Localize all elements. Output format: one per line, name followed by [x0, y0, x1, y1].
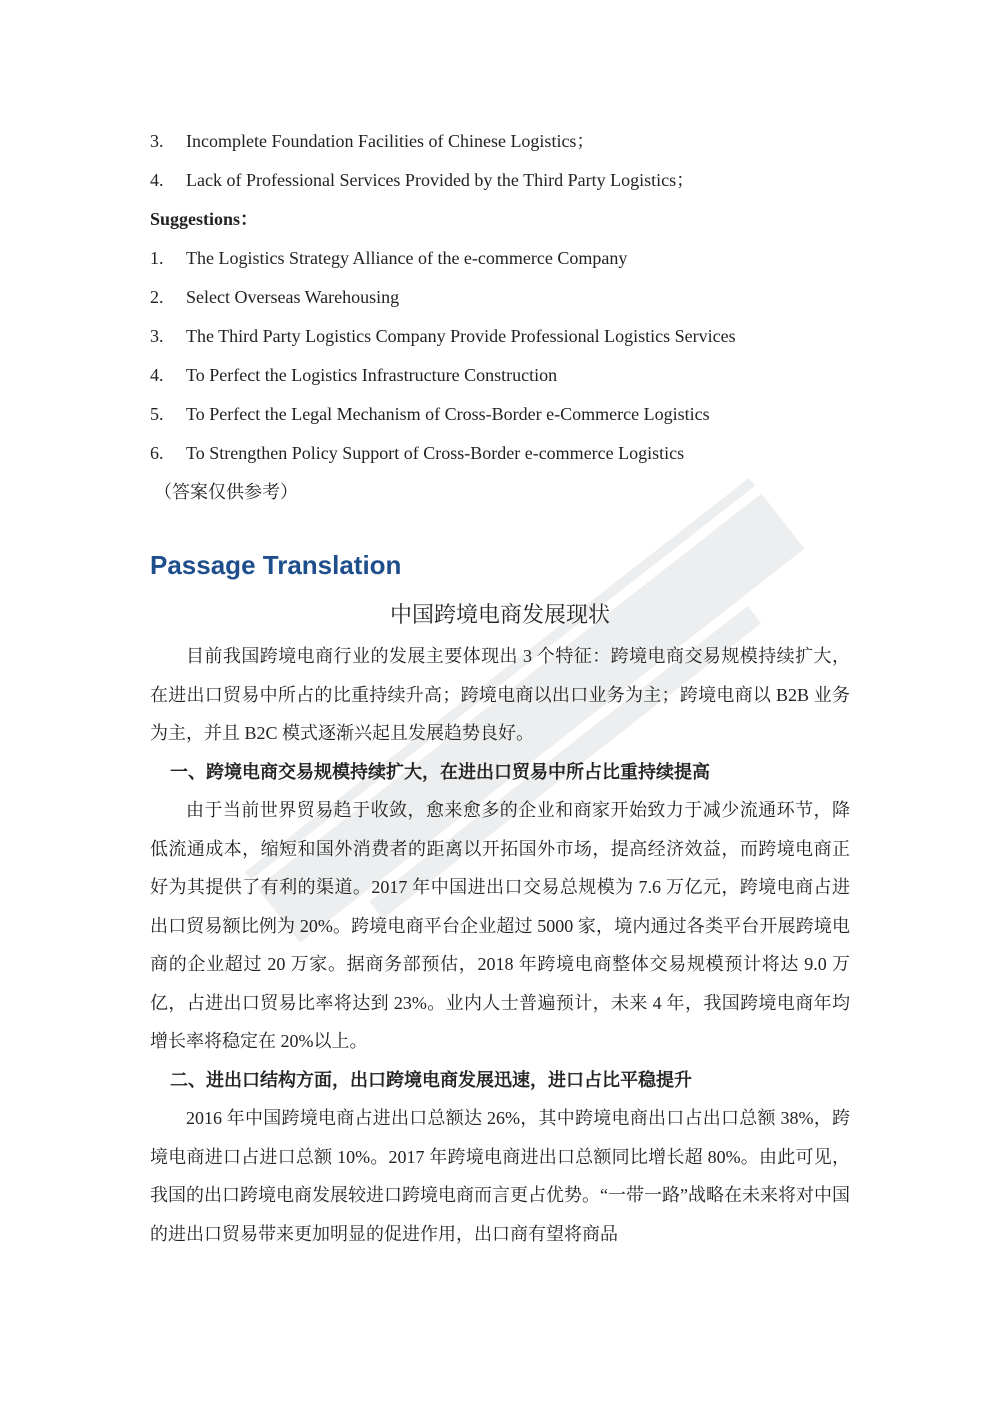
item-text: Select Overseas Warehousing — [186, 287, 400, 307]
problem-item — [150, 122, 850, 161]
suggestion-item — [150, 356, 850, 395]
item-text: Lack of Professional Services Provided by the Third Party Logistics； — [186, 170, 695, 190]
problem-item — [150, 161, 850, 200]
suggestion-item — [150, 395, 850, 434]
suggestion-item — [150, 317, 850, 356]
item-number: 3. — [150, 326, 164, 346]
item-text: Incomplete Foundation Facilities of Chinese Logistics； — [186, 131, 595, 151]
subheading-2: 二、进出口结构方面，出口跨境电商发展迅速，进口占比平稳提升 — [170, 1069, 692, 1090]
item-text: To Strengthen Policy Support of Cross-Border e-commerce Logistics — [186, 443, 685, 463]
item-text: The Logistics Strategy Alliance of the e-commerce Company — [186, 248, 628, 268]
item-number: 3. — [150, 131, 164, 151]
item-text: The Third Party Logistics Company Provide Professional Logistics Services — [186, 326, 736, 346]
suggestion-item — [150, 239, 850, 278]
suggestion-item — [150, 434, 850, 473]
paragraph-2: 2016 年中国跨境电商占进出口总额达 26%，其中跨境电商出口占出口总额 38%，跨境电商进口占进口总额 10%。2017 年跨境电商进出口总额同比增长超 80%。由此可见，我国的出口跨境电商发展较进口跨境电商而言更占优势。“一带一路”战略在未来将对中国的进出口贸易带来更加明显的促进作用，出口商有望将商品 — [150, 1108, 850, 1244]
item-number: 4. — [150, 365, 164, 385]
item-text: To Perfect the Logistics Infrastructure Construction — [186, 365, 558, 385]
item-text: To Perfect the Legal Mechanism of Cross-Border e-Commerce Logistics — [186, 404, 710, 424]
suggestion-item — [150, 278, 850, 317]
suggestions-heading: Suggestions： — [150, 209, 259, 229]
item-number: 6. — [150, 443, 164, 463]
answer-note: （答案仅供参考） — [154, 482, 298, 502]
intro-paragraph: 目前我国跨境电商行业的发展主要体现出 3 个特征：跨境电商交易规模持续扩大，在进出口贸易中所占的比重持续升高；跨境电商以出口业务为主；跨境电商以 B2B 业务为主，并且 B2C 模式逐渐兴起且发展趋势良好。 — [150, 646, 850, 743]
section-title: Passage Translation — [150, 550, 402, 580]
passage-title: 中国跨境电商发展现状 — [389, 602, 610, 627]
item-number: 4. — [150, 170, 164, 190]
item-number: 5. — [150, 404, 164, 424]
page-content — [150, 122, 850, 1253]
item-number: 2. — [150, 287, 164, 307]
paragraph-1: 由于当前世界贸易趋于收敛，愈来愈多的企业和商家开始致力于减少流通环节，降低流通成本，缩短和国外消费者的距离以开拓国外市场，提高经济效益，而跨境电商正好为其提供了有利的渠道。2017 年中国进出口交易总规模为 7.6 万亿元，跨境电商占进出口贸易额比例为 20%。跨境电商平台企业超过 5000 家，境内通过各类平台开展跨境电商的企业超过 20 万家。据商务部预估，2018 年跨境电商整体交易规模预计将达 9.0 万亿，占进出口贸易比率将达到 23%。业内人士普遍预计，未来 4 年，我国跨境电商年均增长率将稳定在 20%以上。 — [150, 800, 850, 1051]
item-number: 1. — [150, 248, 164, 268]
subheading-1: 一、跨境电商交易规模持续扩大，在进出口贸易中所占比重持续提高 — [170, 761, 710, 782]
